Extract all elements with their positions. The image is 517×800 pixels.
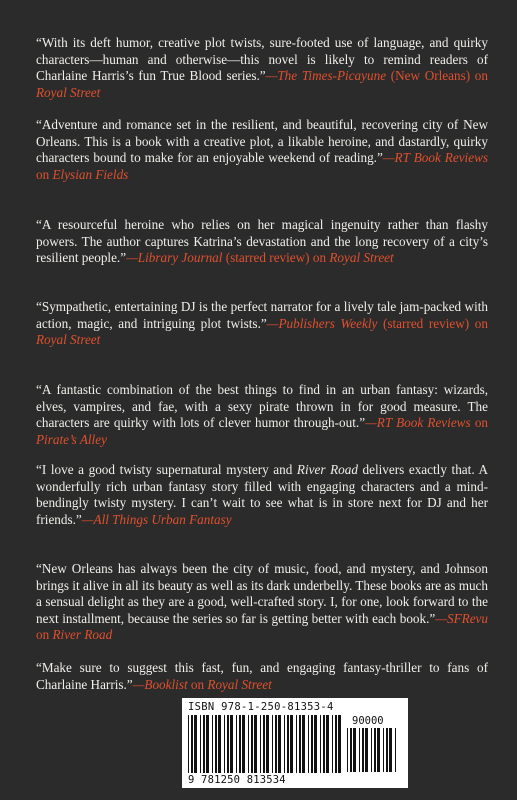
source-name: —Booklist [132,676,188,692]
source-note: (New Orleans) [386,68,471,84]
quote-text: “Adventure and romance set in the resilient, and beautiful, recovering city of New Orleans. This is a book with a creative plot, a likable heroine, and dastardly, quirky characters bound to make for an enjoyable weekend of reading.” [36,117,488,166]
quote-text: “Make sure to suggest this fast, fun, and engaging fantasy-thriller to fans of Charlaine Harris.” [36,660,488,692]
source-note: (starred review) [377,315,470,331]
isbn-barcode [182,698,408,788]
barcode-bar [362,728,364,772]
barcode-bar [230,715,233,773]
barcode-bar [389,728,392,772]
quote-text: delivers exactly that. A wonderfully rich urban fantasy story filled with engaging characters and a mind-bendingly twisty mystery. I can’t wait to see what is in store next for DJ and her friends.” [36,462,489,527]
review-quote [36,35,488,101]
barcode-bar [251,715,253,773]
barcode-bar [335,715,337,773]
barcode-bar [266,715,269,773]
quote-attribution [133,677,272,692]
on-word: on [470,415,489,431]
quote-attribution [82,512,232,527]
barcode-bar [359,728,360,772]
barcode-bar [326,715,329,773]
barcode-bar [194,715,197,773]
barcode-bar [290,715,293,773]
barcode-bar [275,715,277,773]
source-name: —Library Journal [126,250,223,266]
barcode-bar [353,728,356,772]
barcode-bar [200,715,201,773]
on-word: on [309,250,330,266]
isbn-label: ISBN 978-1-250-81353-4 [188,701,334,713]
ean-barcode-bars [188,715,344,773]
review-quote [36,299,488,349]
barcode-bar [377,728,380,772]
barcode-bar [374,728,376,772]
barcode-bar [191,715,193,773]
barcode-bar [188,715,189,773]
barcode-bar [212,715,213,773]
barcode-bar [215,715,217,773]
review-quote [36,217,488,267]
source-name: —SFRevu [435,610,488,626]
barcode-bar [239,715,241,773]
quote-text: “With its deft humor, creative plot twists, sure-footed use of language, and quirky characters—human and otherwise—this novel is likely to remind readers of Charlaine Harris’s fun True Blood series.” [36,35,488,84]
quote-text: “A resourceful heroine who relies on her magical ingenuity rather than flashy powers. The author captures Katrina’s devastation and the long recovery of a city’s resilient people.” [36,217,488,266]
source-name: —RT Book Reviews [365,415,471,431]
barcode-bar [338,715,341,773]
barcode-bar [284,715,285,773]
quote-book-title: River Road [296,462,358,477]
quote-attribution [126,250,394,265]
barcode-bar [248,715,249,773]
on-word: on [469,315,488,331]
on-word: on [36,166,53,182]
barcode-bar [263,715,265,773]
review-quote [36,660,488,693]
book-title: River Road [52,627,113,643]
quote-text: “Sympathetic, entertaining DJ is the perfect narrator for a lively tale jam-packed with action, magic, and intriguing plot twists.” [36,299,488,331]
barcode-bar [347,728,348,772]
barcode-bar [203,715,205,773]
barcode-bar [308,715,309,773]
barcode-bar [365,728,368,772]
review-quote [36,561,488,644]
addon-barcode-bars [347,728,399,782]
barcode-bar [395,728,396,772]
book-title: Royal Street [329,250,394,266]
on-word: on [36,627,53,643]
book-title: Royal Street [36,84,101,100]
barcode-bar [218,715,221,773]
barcode-bar [206,715,209,773]
barcode-bar [260,715,261,773]
barcode-bar [272,715,273,773]
quote-text-before: “I love a good twisty supernatural mystery and [36,462,297,477]
source-name: —The Times-Picayune [265,68,387,84]
on-word: on [470,68,488,84]
book-title: Elysian Fields [52,166,129,182]
barcode-bar [224,715,225,773]
source-name: —RT Book Reviews [382,150,489,166]
barcode-bar [371,728,372,772]
quote-text: “New Orleans has always been the city of music, food, and mystery, and Johnson brings it alive in all its beauty as well as its dark underbelly. These books are as much a sensual delight as they are a good, well-crafted story. I, for one, look forward to the next installment, because the series so far is getting better with each book.” [36,561,488,626]
barcode-bar [320,715,321,773]
barcode-bar [236,715,237,773]
book-title: Royal Street [36,332,101,348]
barcode-bar [287,715,289,773]
barcode-bar [350,728,352,772]
source-name: —All Things Urban Fantasy [81,511,232,527]
source-note: (starred review) [222,250,310,266]
barcode-bar [242,715,245,773]
ean-digits: 9 781250 813534 [188,774,286,786]
review-quote [36,382,488,448]
barcode-bar [227,715,229,773]
barcode-bar [383,728,384,772]
book-title: Pirate’s Alley [36,431,107,447]
price-code: 90000 [352,715,384,727]
barcode-bar [278,715,281,773]
source-name: —Publishers Weekly [266,315,378,331]
on-word: on [187,676,208,692]
barcode-bar [332,715,333,773]
barcode-bar [323,715,325,773]
quote-text: “A fantastic combination of the best things to find in an urban fantasy: wizards, elves, vampires, and fae, with a sexy pirate thrown in for good measure. The characters are quirky with lots of clever humor through-out.” [36,382,488,431]
book-title: Royal Street [207,676,272,692]
barcode-bar [299,715,301,773]
review-quote [36,462,488,528]
barcode-bar [254,715,257,773]
barcode-bar [311,715,313,773]
barcode-bar [296,715,297,773]
barcode-bar [314,715,317,773]
review-quote [36,117,488,183]
barcode-bar [302,715,305,773]
barcode-bar [386,728,388,772]
